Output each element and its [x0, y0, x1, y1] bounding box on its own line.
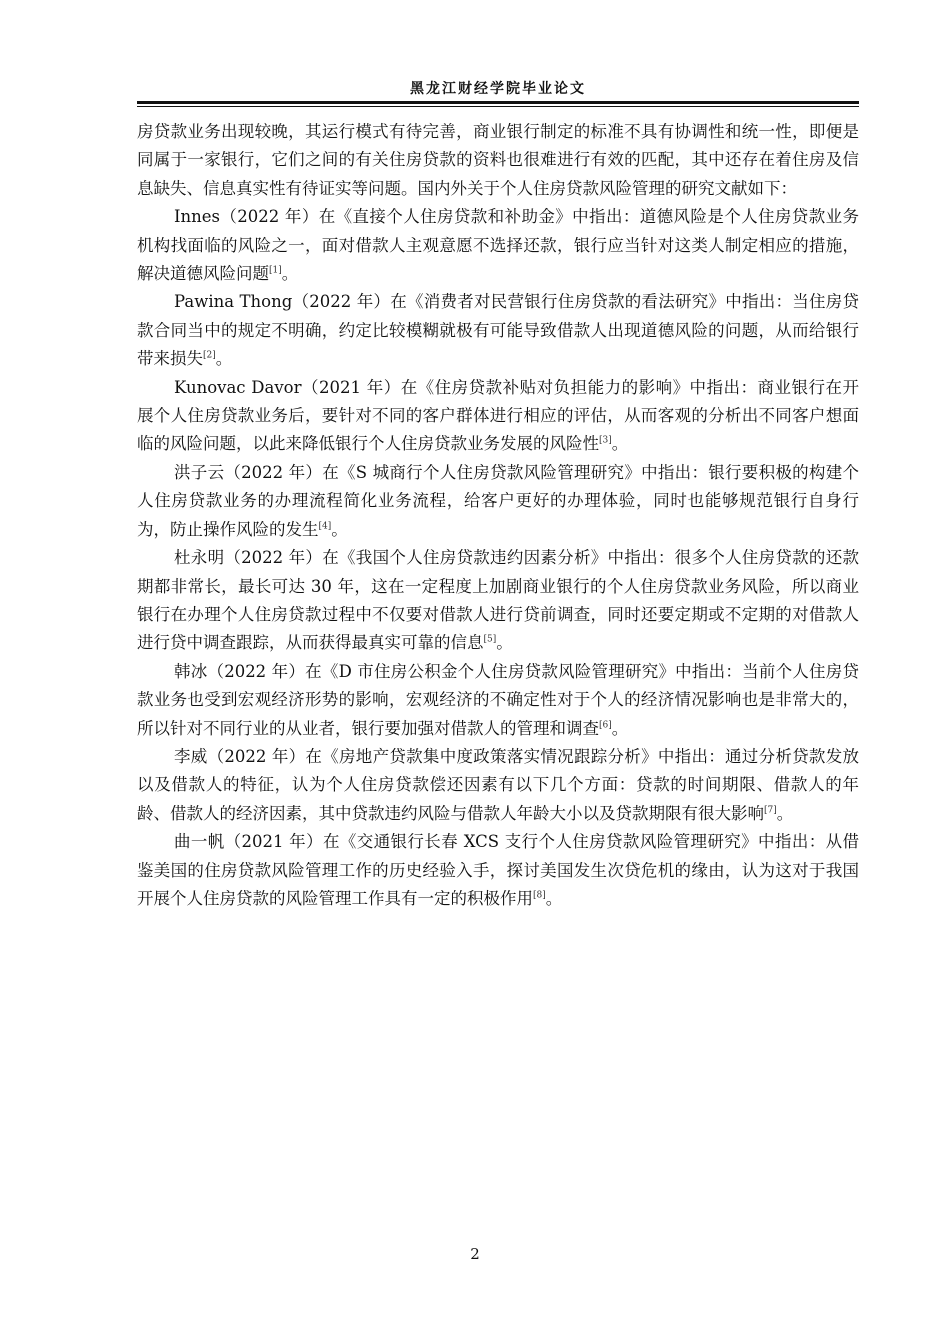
paragraph-text: 洪子云（2022 年）在《S 城商行个人住房贷款风险管理研究》中指出：银行要积极的构建个人住房贷款业务的办理流程简化业务流程，给客户更好的办理体验，同时也能够规范银行自身行为，防止操作风险的发生: [137, 462, 859, 539]
page-number: 2: [470, 1245, 480, 1263]
paragraph-hong-ziyun: [137, 459, 859, 544]
paragraph-text: Kunovac Davor（2021 年）在《住房贷款补贴对负担能力的影响》中指出：商业银行在开展个人住房贷款业务后，要针对不同的客户群体进行相应的评估，从而客观的分析出不同客户想面临的风险问题，以此来降低银行个人住房贷款业务发展的风险性: [137, 377, 859, 454]
paragraph-innes: [137, 203, 859, 288]
paragraph-text: 房贷款业务出现较晚，其运行模式有待完善，商业银行制定的标准不具有协调性和统一性，即便是同属于一家银行，它们之间的有关住房贷款的资料也很难进行有效的匹配，其中还存在着住房及信息缺失、信息真实性有待证实等问题。国内外关于个人住房贷款风险管理的研究文献如下：: [137, 122, 859, 198]
paragraph-text: Pawina Thong（2022 年）在《消费者对民营银行住房贷款的看法研究》中指出：当住房贷款合同当中的规定不明确，约定比较模糊就极有可能导致借款人出现道德风险的问题，从而给银行带来损失: [137, 292, 859, 369]
paragraph-end: 。: [215, 349, 233, 369]
paragraph-qu-yifan: [137, 828, 859, 913]
body-text: [137, 118, 859, 913]
paragraph-continuation: [137, 118, 859, 203]
paragraph-du-yongming: [137, 544, 859, 658]
header-divider-thick: [137, 101, 859, 104]
paragraph-li-wei: [137, 743, 859, 828]
paragraph-end: 。: [611, 718, 629, 738]
citation-marker: [7]: [764, 805, 777, 816]
page-header-title: 黑龙江财经学院毕业论文: [410, 81, 586, 97]
paragraph-end: 。: [331, 519, 348, 539]
paragraph-end: 。: [496, 633, 513, 653]
citation-marker: [4]: [318, 521, 332, 532]
paragraph-end: 。: [281, 264, 299, 284]
citation-marker: [3]: [599, 435, 612, 446]
citation-marker: [6]: [599, 720, 612, 731]
paragraph-text: 曲一帆（2021 年）在《交通银行长春 XCS 支行个人住房贷款风险管理研究》中指出：从借鉴美国的住房贷款风险管理工作的历史经验入手，探讨美国发生次贷危机的缘由，认为这对于我国开展个人住房贷款的风险管理工作具有一定的积极作用: [137, 832, 859, 908]
paragraph-end: 。: [611, 434, 629, 454]
citation-marker: [8]: [533, 890, 546, 901]
paragraph-end: 。: [545, 888, 563, 908]
paragraph-pawina-thong: [137, 288, 859, 373]
header-divider-thin: [137, 106, 859, 107]
paragraph-text: 李威（2022 年）在《房地产贷款集中度政策落实情况跟踪分析》中指出：通过分析贷款发放以及借款人的特征，认为个人住房贷款偿还因素有以下几个方面：贷款的时间期限、借款人的年龄、借款人的经济因素，其中贷款违约风险与借款人年龄大小以及贷款期限有很大影响: [137, 746, 859, 823]
paragraph-kunovac-davor: [137, 374, 859, 459]
citation-marker: [2]: [203, 350, 216, 361]
paragraph-text: 杜永明（2022 年）在《我国个人住房贷款违约因素分析》中指出：很多个人住房贷款的还款期都非常长，最长可达 30 年，这在一定程度上加剧商业银行的个人住房贷款业务风险，所以商业银行在办理个人住房贷款过程中不仅要对借款人进行贷前调查，同时还要定期或不定期的对借款人进行贷中调查跟踪，从而获得最真实可靠的信息: [137, 548, 859, 653]
paragraph-text: Innes（2022 年）在《直接个人住房贷款和补助金》中指出：道德风险是个人住房贷款业务机构找面临的风险之一，面对借款人主观意愿不选择还款，银行应当针对这类人制定相应的措施，解决道德风险问题: [137, 207, 859, 284]
citation-marker: [1]: [269, 265, 282, 276]
paragraph-han-bing: [137, 658, 859, 743]
paragraph-text: 韩冰（2022 年）在《D 市住房公积金个人住房贷款风险管理研究》中指出：当前个人住房贷款业务也受到宏观经济形势的影响，宏观经济的不确定性对于个人的经济情况影响也是非常大的，所以针对不同行业的从业者，银行要加强对借款人的管理和调查: [137, 661, 859, 738]
citation-marker: [5]: [483, 634, 497, 645]
paragraph-end: 。: [776, 803, 794, 823]
